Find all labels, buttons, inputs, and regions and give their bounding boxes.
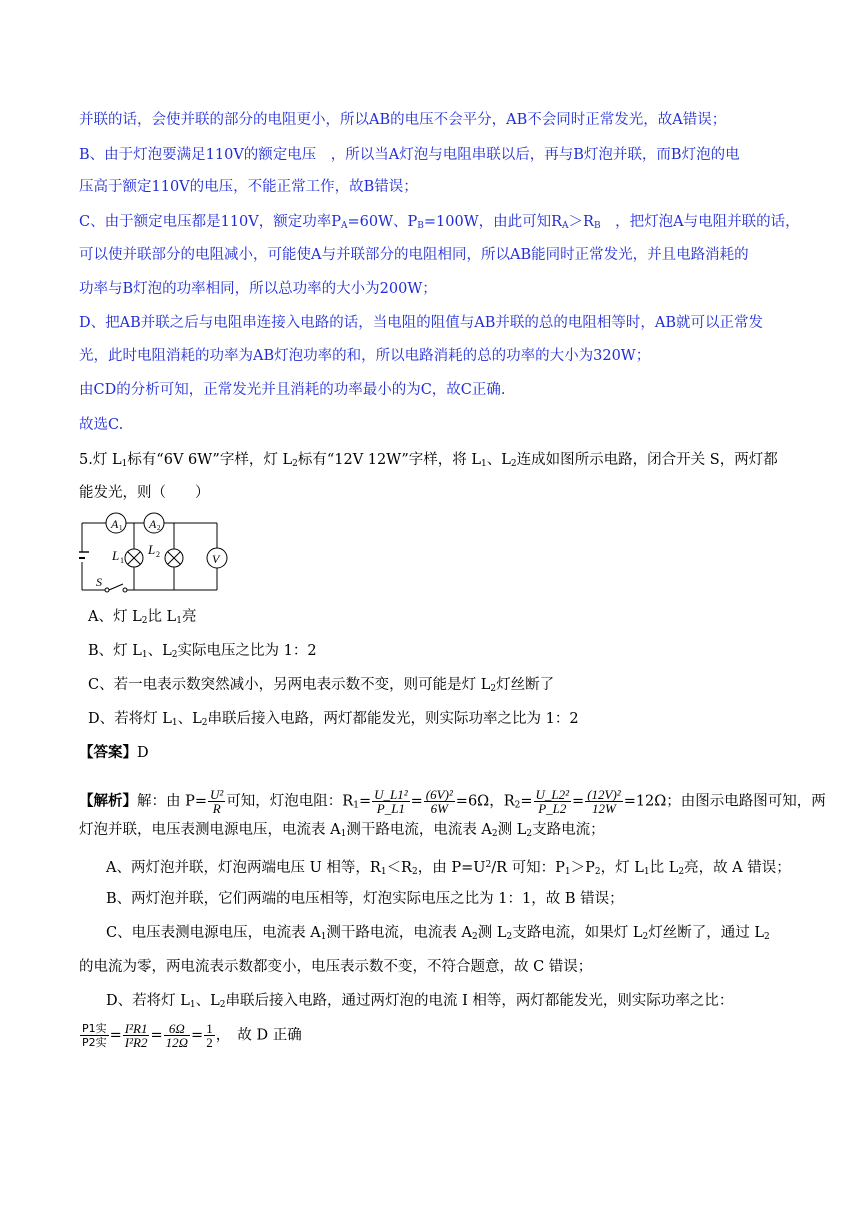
lamp-l2-icon [165,549,183,567]
prev-option-b-line1: B、由于灯泡要满足110V的额定电压 ，所以当A灯泡与电阻串联以后，再与B灯泡并联，而B灯泡的电 [79,147,740,163]
analysis-line2: 灯泡并联，电压表测电源电压，电流表 $A_1$测干路电流，电流表 $A_2$测 $L_2$支路电流； [79,822,605,839]
analysis-option-c-line1: C、电压表测电源电压，电流表 $A_1$测干路电流，电流表 $A_2$测 $L_2$支路电流，如果灯 $L_2$灯丝断了，通过 $L_2$ [106,925,770,942]
option-d: D、若将灯 $L_1$、$L_2$串联后接入电路，两灯都能发光，则实际功率之比为 1：2 [88,711,579,728]
answer-value: D [137,745,149,761]
question-stem-line1: 5.灯 $L_1$标有“6V 6W”字样，灯 $L_2$标有“12V 12W”字样，将 $L_1$、$L_2$连成如图所示电路，闭合开关 S，两灯都 [79,452,778,469]
lamp-l2-label: L [148,542,156,557]
analysis-line1: 【解析】解：由 P= $\frac{\text{U²}}{R}$ 可知，灯泡电阻：$R_1=$ $\frac{\text{U\_L1²}}{P\_L1}$ = $\frac{\text{(6V)²}}{6W}$ =6Ω，$R_2=$ $\frac{\text{U\_L2²}}{P\_L2}$ = $\frac{\text{(12V)²}}{12W}$ =12Ω；由图示电路图可知，两 [79,787,826,816]
analysis-ratio-formula: $\frac{\text{P1实}}{\text{P2实}}$ = $\frac{\text{I²R1}}{\text{I²R2}}$ = $\frac{6\Omega}{12\Omega}$ = $\frac{1}{2}$ ， 故 D 正确 [82,1021,302,1050]
lamp-l1-sub: 1 [120,556,124,565]
question-stem-line2: 能发光，则（ ） [79,485,210,501]
ratio-ohms: $\frac{6\Omega}{12\Omega}$ [165,1021,189,1050]
prev-option-c-line3: 功率与B灯泡的功率相同，所以总功率的大小为200W； [79,281,437,297]
prev-option-d-line1: D、把AB并联之后与电阻串连接入电路的话，当电阻的阻值与AB并联的总的电阻相等时，AB就可以正常发 [79,315,764,331]
formula-r2-numeric: $\frac{\text{(12V)²}}{12W}$ [587,787,621,816]
option-c: C、若一电表示数突然减小，另两电表示数不变，则可能是灯 $L_2$灯丝断了 [88,677,555,694]
prev-conclusion: 由CD的分析可知，正常发光并且消耗的功率最小的为C，故C正确. [79,382,506,398]
lamp-l2-sub: 2 [156,550,160,559]
switch-terminal-icon [123,588,127,592]
circuit-diagram [79,508,229,596]
lamp-l1-label: L [112,548,120,563]
analysis-option-a: A、两灯泡并联，灯泡两端电压 U 相等，$R_1<R_2$，由 $P=U^2/R$ 可知：$P_1>P_2$，灯 $L_1$比 $L_2$亮，故 A 错误； [106,860,791,877]
svg-text:1: 1 [119,524,123,532]
answer-label: 【答案】 [79,744,137,761]
answer-line [79,743,149,763]
ratio-i2r: $\frac{\text{I²R1}}{\text{I²R2}}$ [124,1021,148,1050]
svg-text:A: A [149,517,157,531]
ammeter-a1-icon [106,513,126,533]
formula-r2-symbolic: $\frac{\text{U\_L2²}}{P\_L2}$ [535,787,570,816]
ammeter-a2-icon [144,513,164,533]
formula-r1-symbolic: $\frac{\text{U\_L1²}}{P\_L1}$ [374,787,408,816]
option-b: B、灯 $L_1$、$L_2$实际电压之比为 1：2 [88,643,317,660]
prev-text-line: 并联的话，会使并联的部分的电阻更小，所以AB的电压不会平分，AB不会同时正常发光，故A错误； [79,112,727,128]
formula-power: $\frac{\text{U²}}{R}$ [210,787,224,816]
prev-option-c-line2: 可以使并联部分的电阻减小，可能使A与并联部分的电阻相同，所以AB能同时正常发光，并且电路消耗的 [79,247,749,263]
analysis-option-b: B、两灯泡并联，它们两端的电压相等，灯泡实际电压之比为 1：1，故 B 错误； [106,891,624,907]
prev-option-b-line2: 压高于额定110V的电压，不能正常工作，故B错误； [79,179,418,195]
prev-option-d-line2: 光，此时电阻消耗的功率为AB灯泡功率的和，所以电路消耗的总的功率的大小为320W； [79,348,651,364]
ratio-result: $\frac{1}{2}$ [206,1021,213,1050]
option-a: A、灯 $L_2$比 $L_1$亮 [88,609,197,626]
switch-terminal-icon [105,588,109,592]
svg-text:2: 2 [157,524,161,532]
svg-text:A: A [111,517,119,531]
lamp-l1-icon [125,549,143,567]
analysis-option-c-line2: 的电流为零，两电流表示数都变小，电压表示数不变，不符合题意，故 C 错误； [79,959,593,975]
prev-choice: 故选C. [79,417,124,433]
switch-label: S [96,575,102,589]
svg-text:V: V [212,552,220,566]
prev-option-c-line1: C、由于额定电压都是110V，额定功率$P_A=60W$、$P_B=100W$，由此可知$R_A>R_B$ ，把灯泡A与电阻并联的话， [79,214,800,231]
voltmeter-icon [207,548,227,568]
ratio-power: $\frac{\text{P1实}}{\text{P2实}}$ [82,1022,107,1049]
analysis-option-d: D、若将灯 $L_1$、$L_2$串联后接入电路，通过两灯泡的电流 I 相等，两灯都能发光，则实际功率之比： [106,993,734,1010]
formula-r1-numeric: $\frac{\text{(6V)²}}{6W}$ [425,787,453,816]
